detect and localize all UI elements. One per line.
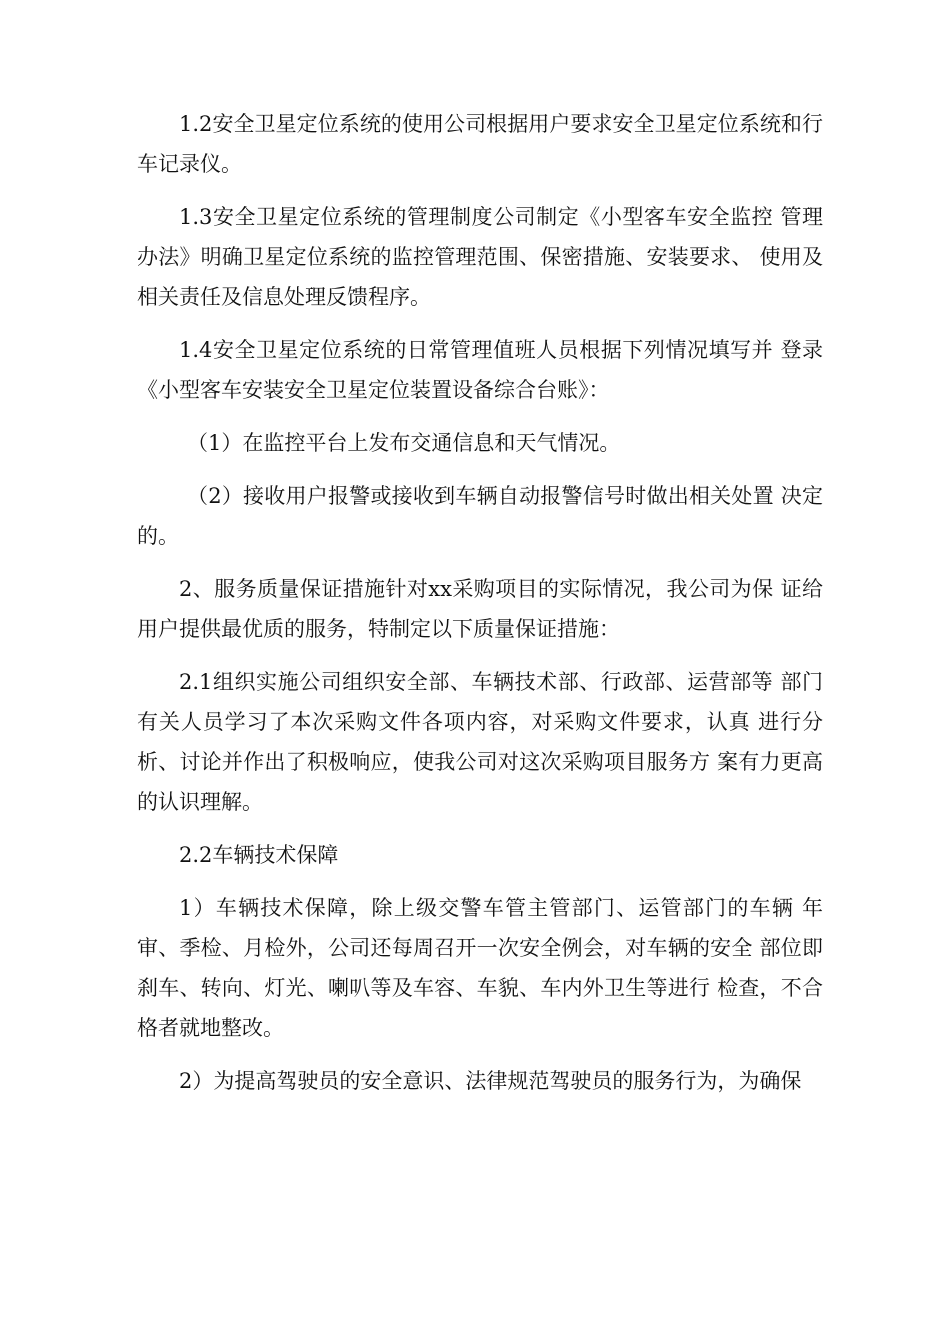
paragraph-2-2-1: 1）车辆技术保障，除上级交警车管主管部门、运管部门的车辆 年审、季检、月检外，公司还每周召开一次安全例会，对车辆的安全 部位即刹车、转向、灯光、喇叭等及车容、车貌、车内外卫生等进行 检查，不合格者就地整改。 bbox=[137, 896, 823, 1040]
list-item-1: （1）在监控平台上发布交通信息和天气情况。 bbox=[187, 431, 621, 455]
list-item-2: （2）接收用户报警或接收到车辆自动报警信号时做出相关处置 决定的。 bbox=[137, 484, 823, 548]
paragraph-2-2-2: 2）为提高驾驶员的安全意识、法律规范驾驶员的服务行为，为确保 bbox=[179, 1069, 802, 1093]
paragraph-1-2: 1.2安全卫星定位系统的使用公司根据用户要求安全卫星定位系统和行车记录仪。 bbox=[137, 112, 823, 176]
paragraph-1-4: 1.4安全卫星定位系统的日常管理值班人员根据下列情况填写并 登录《小型客车安装安全卫星定位装置设备综合台账》： bbox=[137, 338, 823, 402]
paragraph-1-3: 1.3安全卫星定位系统的管理制度公司制定《小型客车安全监控 管理办法》明确卫星定位系统的监控管理范围、保密措施、安装要求、 使用及相关责任及信息处理反馈程序。 bbox=[137, 205, 823, 309]
section-heading-2-2: 2.2车辆技术保障 bbox=[179, 843, 339, 867]
paragraph-2: 2、服务质量保证措施针对xx采购项目的实际情况，我公司为保 证给用户提供最优质的服务，特制定以下质量保证措施： bbox=[137, 577, 823, 641]
paragraph-2-1: 2.1组织实施公司组织安全部、车辆技术部、行政部、运营部等 部门有关人员学习了本次采购文件各项内容，对采购文件要求，认真 进行分析、讨论并作出了积极响应，使我公司对这次采购项目服务方 案有力更高的认识理解。 bbox=[137, 670, 823, 814]
document-body bbox=[137, 104, 823, 1114]
